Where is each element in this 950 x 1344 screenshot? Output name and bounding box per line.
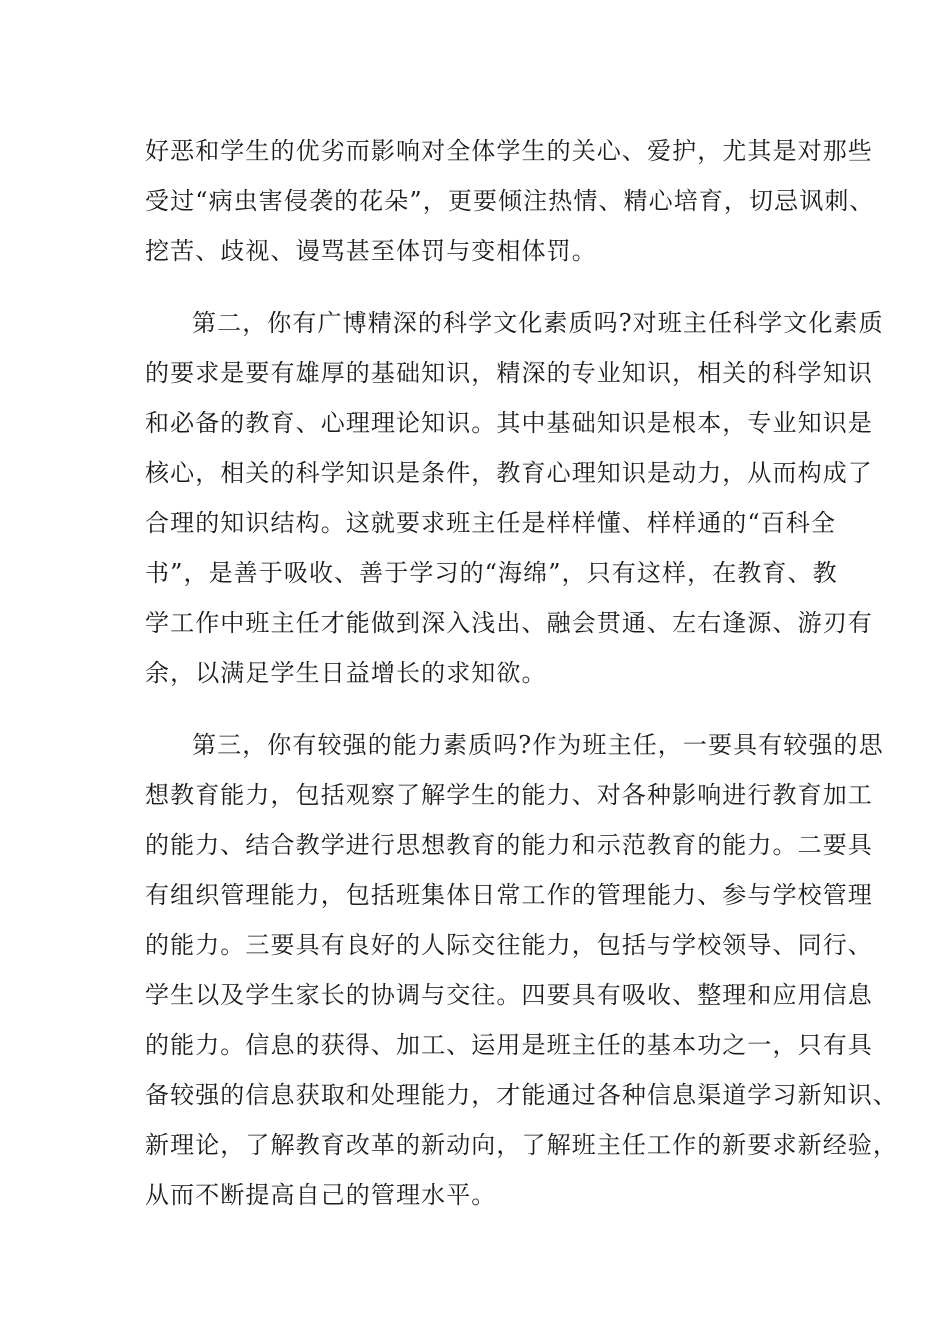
paragraph-3-line-8: 备较强的信息获取和处理能力，才能通过各种信息渠道学习新知识、 — [145, 1081, 898, 1109]
paragraph-2-line-7: 学工作中班主任才能做到深入浅出、融会贯通、左右逢源、游刃有 — [145, 609, 873, 637]
paragraph-3-line-9: 新理论，了解教育改革的新动向，了解班主任工作的新要求新经验， — [145, 1131, 898, 1159]
paragraph-3-line-3: 的能力、结合教学进行思想教育的能力和示范教育的能力。二要具 — [145, 831, 873, 859]
paragraph-1-line-2: 受过“病虫害侵袭的花朵”，更要倾注热情、精心培育，切忌讽刺、 — [145, 187, 875, 215]
paragraph-2-line-4: 核心，相关的科学知识是条件，教育心理知识是动力，从而构成了 — [145, 459, 873, 487]
paragraph-2-line-2: 的要求是要有雄厚的基础知识，精深的专业知识，相关的科学知识 — [145, 359, 873, 387]
paragraph-1-line-3: 挖苦、歧视、谩骂甚至体罚与变相体罚。 — [145, 237, 597, 265]
paragraph-2-line-5: 合理的知识结构。这就要求班主任是样样懂、样样通的“百科全 — [145, 509, 837, 537]
paragraph-2-line-1: 第二，你有广博精深的科学文化素质吗?对班主任科学文化素质 — [192, 309, 884, 337]
paragraph-3-line-1: 第三，你有较强的能力素质吗?作为班主任，一要具有较强的思 — [192, 731, 884, 759]
paragraph-3-line-7: 的能力。信息的获得、加工、运用是班主任的基本功之一，只有具 — [145, 1031, 873, 1059]
paragraph-3-line-4: 有组织管理能力，包括班集体日常工作的管理能力、参与学校管理 — [145, 881, 873, 909]
paragraph-3-line-6: 学生以及学生家长的协调与交往。四要具有吸收、整理和应用信息 — [145, 981, 873, 1009]
paragraph-2-line-8: 余，以满足学生日益增长的求知欲。 — [145, 659, 547, 687]
paragraph-2-line-6: 书”，是善于吸收、善于学习的“海绵”，只有这样，在教育、教 — [145, 559, 838, 587]
paragraph-2-line-3: 和必备的教育、心理理论知识。其中基础知识是根本，专业知识是 — [145, 409, 873, 437]
paragraph-1-line-1: 好恶和学生的优劣而影响对全体学生的关心、爱护，尤其是对那些 — [145, 137, 873, 165]
paragraph-3-line-5: 的能力。三要具有良好的人际交往能力，包括与学校领导、同行、 — [145, 931, 873, 959]
paragraph-3-line-2: 想教育能力，包括观察了解学生的能力、对各种影响进行教育加工 — [145, 781, 873, 809]
paragraph-3-line-10: 从而不断提高自己的管理水平。 — [145, 1181, 497, 1209]
